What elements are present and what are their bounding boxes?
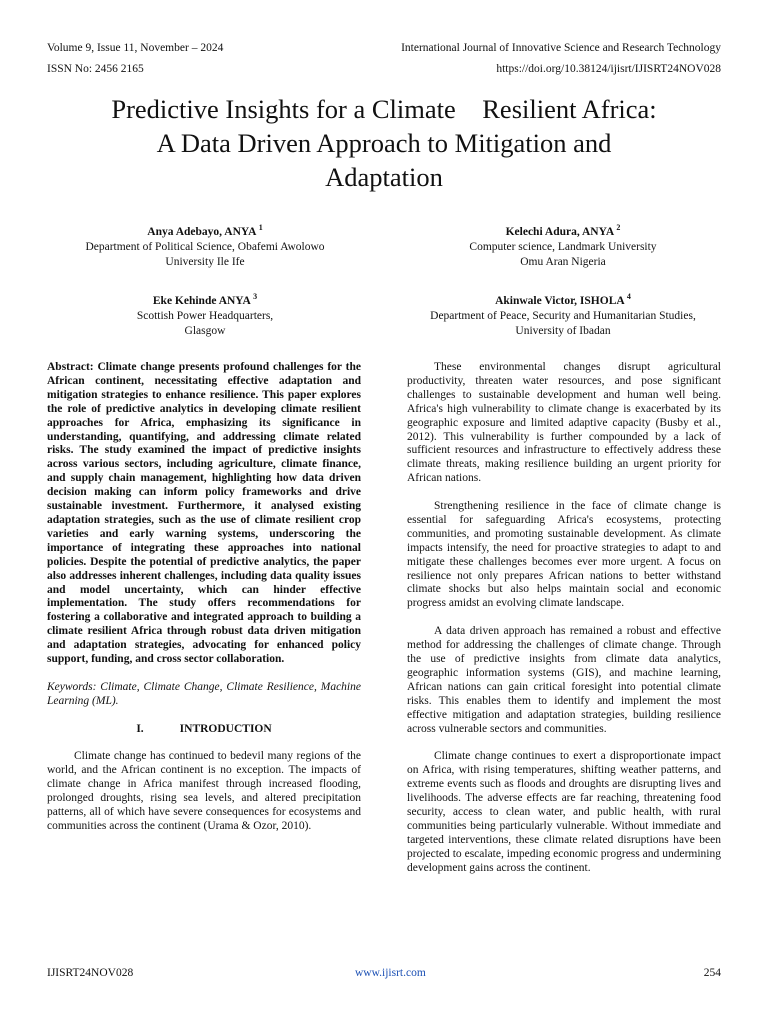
volume-issue: Volume 9, Issue 11, November – 2024 [47,42,224,54]
paper-title [40,92,728,194]
section-number: I. [136,722,144,735]
author-index: 3 [253,292,258,301]
author-index: 4 [626,292,631,301]
page-number: 254 [703,967,721,979]
author-affiliation: Department of Peace, Security and Humanitarian Studies, [430,309,696,322]
section-title: INTRODUCTION [179,722,272,735]
author-name: Kelechi Adura, ANYA $^2$ [505,223,621,238]
paper-id: IJISRT24NOV028 [47,967,134,979]
issn: ISSN No: 2456 2165 [47,63,144,75]
title-line: Adaptation [325,162,443,192]
section-heading [47,723,361,737]
author-block [40,220,370,270]
doi-link[interactable]: https://doi.org/10.38124/ijisrt/IJISRT24NOV028 [496,63,721,75]
title-line: A Data Driven Approach to Mitigation and [156,128,612,158]
author-block [398,289,728,339]
website-link[interactable]: www.ijisrt.com [355,967,426,979]
author-affiliation: Computer science, Landmark University [469,240,657,253]
author-affiliation: University of Ibadan [515,324,611,337]
body-paragraph: Strengthening resilience in the face of climate change is essential for safeguarding Africa's ecosystems, protecting communities, and promoting sustainable development. As climate impacts intensify, the need for proactive strategies to adapt to and mitigate these challenges becomes ever more urgent. A focus on resilience not only prepares African nations to better withstand climate shocks but also helps maintain social and economic progress amidst an evolving climate landscape. [407,500,721,610]
abstract: Abstract: Climate change presents profound challenges for the African continent, necessitating effective adaptation and mitigation strategies to enhance resilience. This paper explores the role of predictive analytics in developing climate resilient approaches for Africa, emphasizing its significance in understanding, quantifying, and addressing climate related risks. The study examined the impact of predictive insights across various sectors, including agriculture, climate finance, and supply chain management, highlighting how data driven decision making can inform policy frameworks and drive sustainable investment. Furthermore, it analysed existing adaptation strategies, such as the use of climate resilient crop varieties and early warning systems, underscoring the importance of integrating these approaches into national policies. Despite the potential of predictive analytics, the paper also addresses inherent challenges, including data quality issues and model uncertainty, which can hinder effective implementation. The study offers recommendations for fostering a collaborative and integrated approach to building a climate resilient Africa through robust data driven mitigation and adaptation strategies, advocating for enhanced policy support, funding, and cross sector collaboration. [47,361,361,666]
author-name: Eke Kehinde ANYA $^3$ [152,292,258,307]
author-block [398,220,728,270]
author-affiliation: Department of Political Science, Obafemi Awolowo [85,240,325,253]
author-affiliation: University Ile Ife [165,255,245,268]
author-block [40,289,370,339]
body-paragraph: Climate change continues to exert a disproportionate impact on Africa, with rising temperatures, shifting weather patterns, and extreme events such as floods and droughts are disrupting lives and livelihoods. The adverse effects are far reaching, threatening food security, access to clean water, and public health, with rural communities being particularly vulnerable. Without immediate and targeted interventions, these climate related disruptions have been projected to escalate, impeding economic progress and undermining development gains across the continent. [407,750,721,874]
author-affiliation: Omu Aran Nigeria [520,255,606,268]
author-name: Anya Adebayo, ANYA $^1$ [147,223,263,238]
author-affiliation: Scottish Power Headquarters, [136,309,274,322]
body-paragraph: A data driven approach has remained a robust and effective method for addressing the challenges of climate change. Through the use of predictive insights from climate data analytics, geographic information systems (GIS), and machine learning, African nations can gain critical foresight into potential climate risks. This enables them to identify and implement the most effective mitigation and adaptation strategies, building resilience across vulnerable sectors and communities. [407,625,721,735]
title-line: Predictive Insights for a Climate Resilient Africa: [111,94,657,124]
author-affiliation: Glasgow [184,324,226,337]
keywords: Keywords: Climate, Climate Change, Climate Resilience, Machine Learning (ML). [47,680,361,707]
body-paragraph: These environmental changes disrupt agricultural productivity, threaten water resources, and pose significant challenges to sustainable development and human well being. Africa's high vulnerability to climate change is exacerbated by its geographic exposure and limited adaptive capacity (Busby et al., 2012). This vulnerability is further compounded by a lack of sufficient resources and infrastructure to effectively address these climate threats, making resilience building an urgent priority for African nations. [407,361,721,485]
author-name: Akinwale Victor, ISHOLA $^4$ [495,292,631,307]
author-index: 2 [616,223,621,232]
journal-name: International Journal of Innovative Science and Research Technology [401,42,721,54]
right-column [407,361,721,889]
body-paragraph: Climate change has continued to bedevil many regions of the world, and the African continent is no exception. The impacts of climate change in Africa manifest through increased flooding, prolonged droughts, rising sea levels, and altered precipitation patterns, all of which have severe consequences for ecosystems and communities across the continent (Urama & Ozor, 2010). [47,750,361,832]
author-index: 1 [258,223,263,232]
left-column [47,361,361,848]
